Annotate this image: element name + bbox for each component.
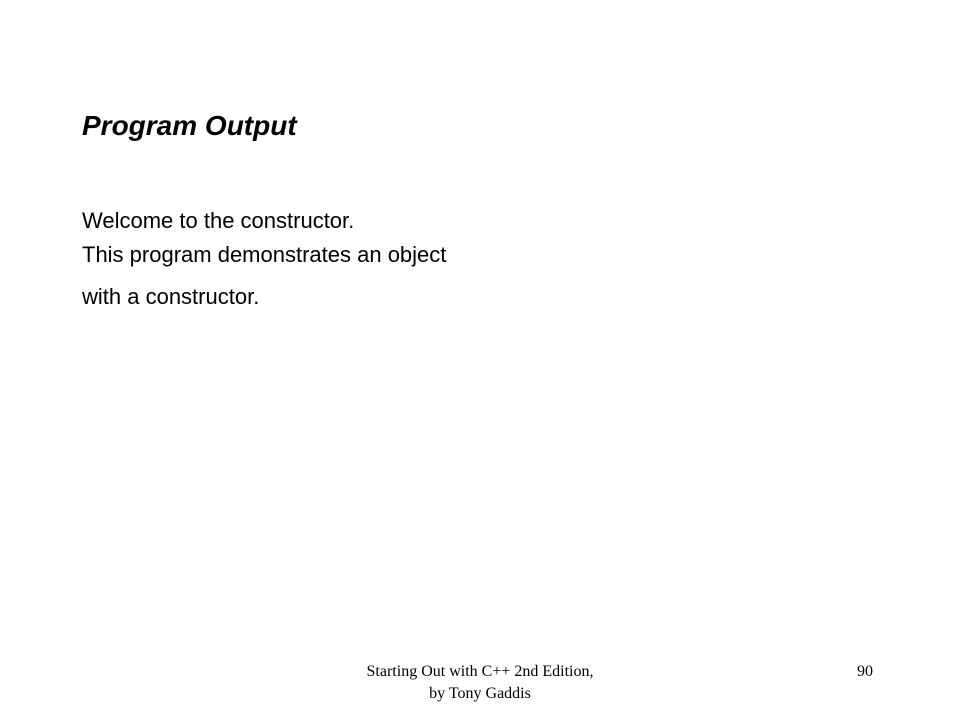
output-line: with a constructor. — [82, 284, 260, 309]
output-line: Welcome to the constructor. — [82, 208, 355, 233]
footer-source-line: by Tony Gaddis — [429, 685, 531, 702]
footer-source-line: Starting Out with C++ 2nd Edition, — [366, 663, 594, 680]
page-number: 90 — [857, 663, 873, 680]
footer-source — [330, 661, 630, 705]
output-line: This program demonstrates an object — [82, 242, 447, 267]
slide-title: Program Output — [82, 110, 297, 141]
